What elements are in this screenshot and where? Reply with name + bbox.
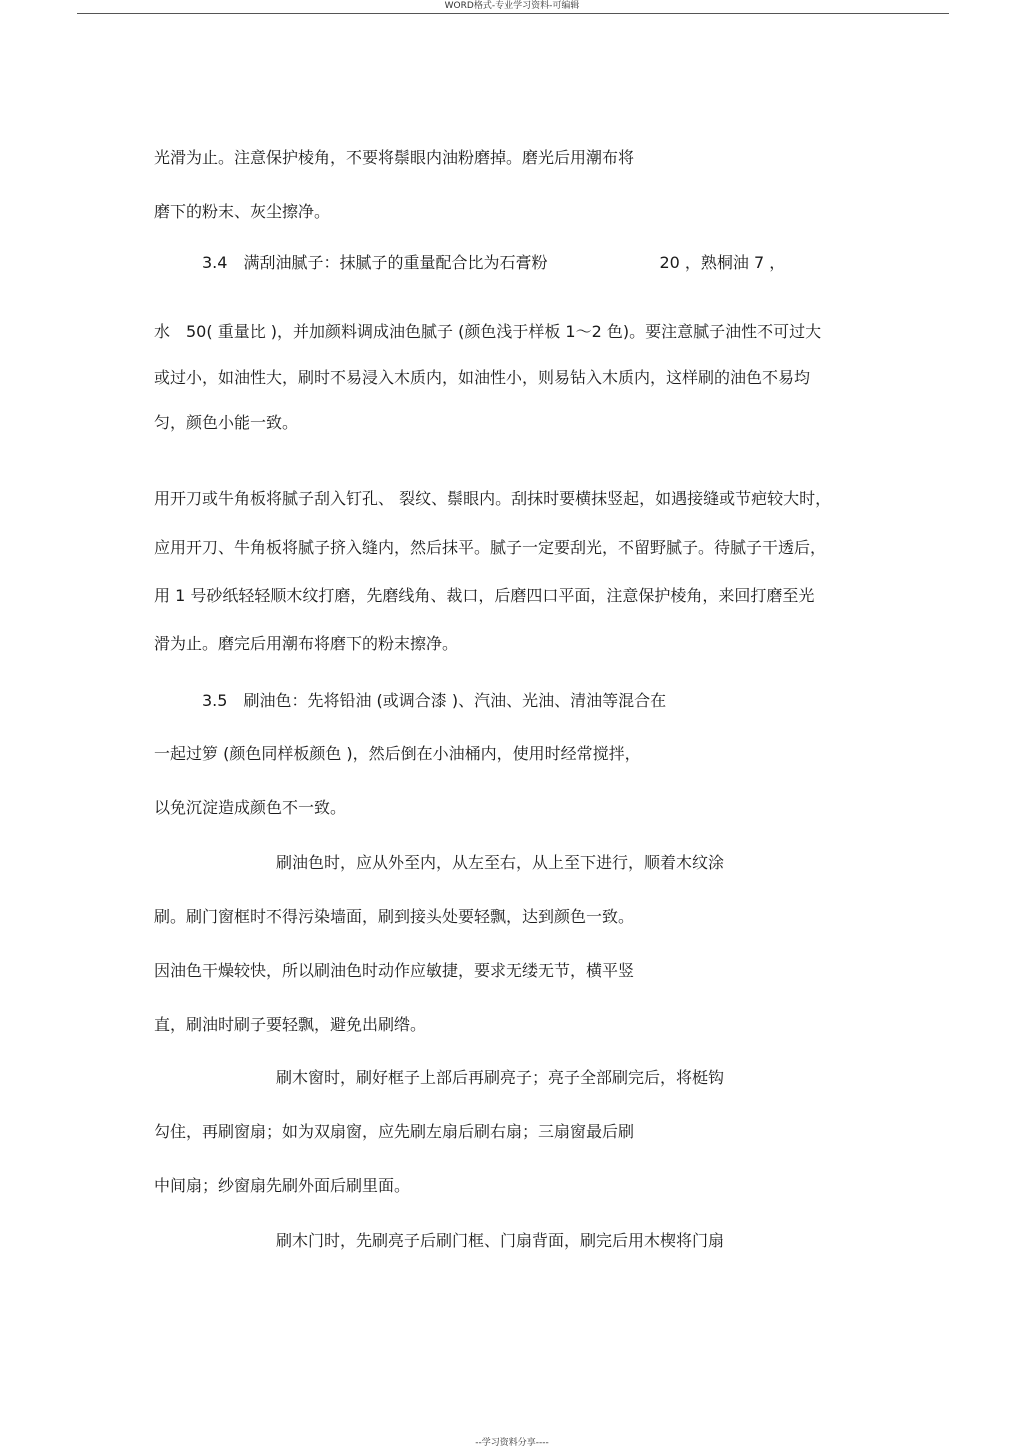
header-divider	[77, 13, 949, 14]
body-line: 一起过箩 (颜色同样板颜色 )，然后倒在小油桶内，使用时经常搅拌，	[154, 744, 641, 763]
body-line: 匀，颜色小能一致。	[154, 413, 299, 432]
body-line: 用开刀或牛角板将腻子刮入钉孔、 裂纹、鬃眼内。刮抹时要横抹竖起，如遇接缝或节疤较大时，	[154, 489, 832, 508]
body-line: 刷木窗时，刷好框子上部后再刷亮子；亮子全部刷完后，将梃钩	[276, 1068, 725, 1087]
body-line: 光滑为止。注意保护棱角，不要将鬃眼内油粉磨掉。磨光后用潮布将	[154, 148, 635, 167]
body-line: 磨下的粉末、灰尘擦净。	[154, 202, 331, 221]
body-line: 中间扇；纱窗扇先刷外面后刷里面。	[154, 1176, 411, 1195]
body-line: 勾住，再刷窗扇；如为双扇窗，应先刷左扇后刷右扇；三扇窗最后刷	[154, 1122, 635, 1141]
body-line: 应用开刀、牛角板将腻子挤入缝内，然后抹平。腻子一定要刮光，不留野腻子。待腻子干透后，	[154, 538, 827, 557]
body-line: 刷油色时，应从外至内，从左至右，从上至下进行，顺着木纹涂	[276, 853, 725, 872]
page-footer: --学习资料分享----	[475, 1438, 549, 1448]
body-line: 用 1 号砂纸轻轻顺木纹打磨，先磨线角、裁口，后磨四口平面，注意保护棱角，来回打磨至光	[154, 586, 815, 605]
body-line: 直，刷油时刷子要轻飘，避免出刷绺。	[154, 1015, 427, 1034]
section-heading-3-5: 3.5 刷油色：先将铅油 (或调合漆 )、汽油、光油、清油等混合在	[202, 691, 667, 710]
page-header: WORD格式-专业学习资料-可编辑	[444, 1, 580, 11]
body-line: 刷木门时，先刷亮子后刷门框、门扇背面，刷完后用木楔将门扇	[276, 1231, 725, 1250]
body-line: 刷。刷门窗框时不得污染墙面，刷到接头处要轻飘，达到颜色一致。	[154, 907, 635, 926]
body-line: 因油色干燥较快，所以刷油色时动作应敏捷，要求无缕无节，横平竖	[154, 961, 635, 980]
body-line: 以免沉淀造成颜色不一致。	[154, 798, 347, 817]
body-line: 滑为止。磨完后用潮布将磨下的粉末擦净。	[154, 634, 459, 653]
section-heading-3-4: 3.4 满刮油腻子：抹腻子的重量配合比为石膏粉 20 ，熟桐油 7 ，	[202, 253, 786, 272]
body-line: 或过小，如油性大，刷时不易浸入木质内，如油性小，则易钻入木质内，这样刷的油色不易均	[154, 368, 811, 387]
body-line: 水 50( 重量比 )，并加颜料调成油色腻子 (颜色浅于样板 1～2 色)。要注意腻子油性不可过大	[154, 322, 822, 341]
